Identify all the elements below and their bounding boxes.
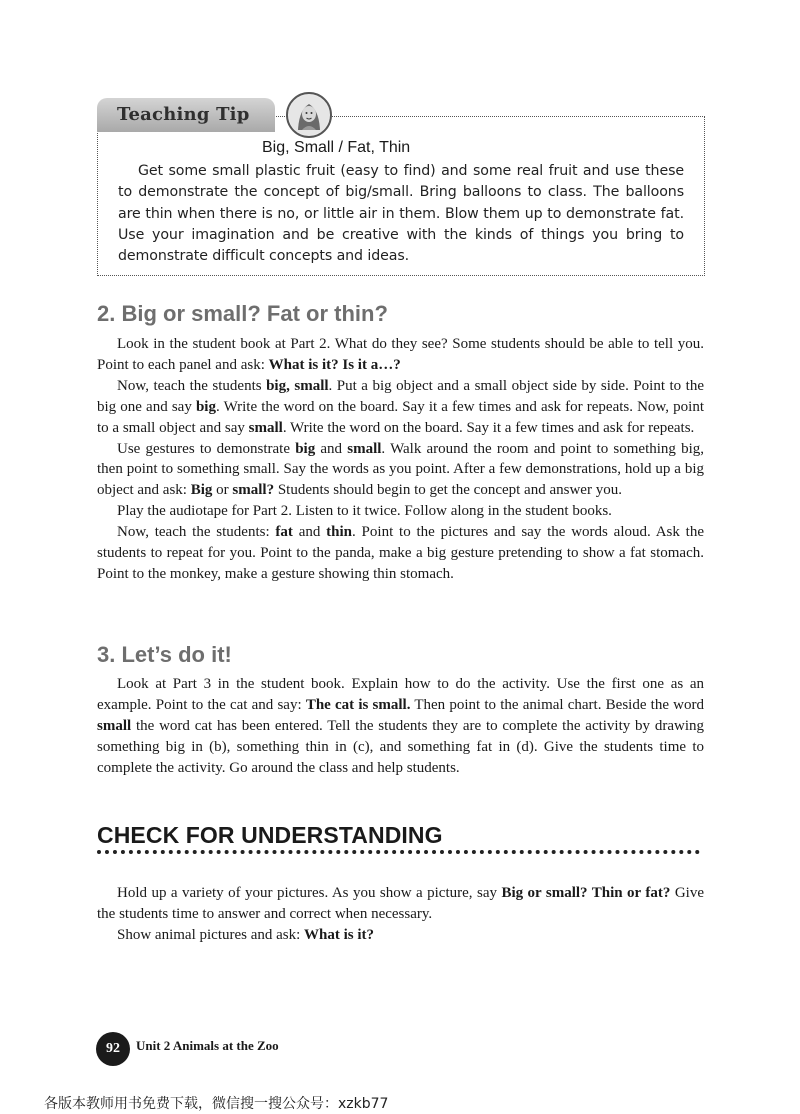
paragraph: Hold up a variety of your pictures. As you show a picture, say Big or small? Thin or fat? Give the students time to answer and correct when necessary. (97, 885, 704, 922)
watermark-text: 各版本教师用书免费下载，微信搜一搜公众号：xzkb77 (44, 1096, 389, 1112)
unit-label: Unit 2 Animals at the Zoo (136, 1038, 279, 1053)
teaching-tip-body: Get some small plastic fruit (easy to find) and some real fruit and use these to demonstrate the concept of big/small. Bring balloons to class. The balloons are thin when there is no, or little air in them. Blow them up to demonstrate fat. Use your imagination and be creative with the kinds of things you bring to demonstrate difficult concepts and ideas. (118, 163, 684, 265)
section-2-body (97, 334, 704, 585)
paragraph: Now, teach the students big, small. Put a big object and a small object side by side. Point to the big one and say big. Write the word on the board. Say it a few times and ask for repeats. Now, point to a small object and say small. Write the word on the board. Say it a few times and ask for repeats. (97, 377, 704, 436)
paragraph: Now, teach the students: fat and thin. Point to the pictures and say the words aloud. Ask the students to repeat for you. Point to the panda, make a big gesture pretending to show a fat stomach. Point to the monkey, make a gesture showing thin stomach. (97, 524, 704, 582)
teaching-tip-title: Big, Small / Fat, Thin (262, 139, 411, 156)
check-heading: CHECK FOR UNDERSTANDING (97, 822, 443, 848)
dotted-divider (97, 846, 700, 854)
paragraph: Show animal pictures and ask: What is it? (117, 926, 375, 943)
section-3-body (97, 674, 704, 779)
page-number: 92 (96, 1032, 130, 1066)
paragraph: Play the audiotape for Part 2. Listen to it twice. Follow along in the student books. (117, 503, 612, 520)
teacher-avatar-icon (286, 92, 332, 138)
paragraph: Use gestures to demonstrate big and small. Walk around the room and point to something big, then point to something small. Say the words as you point. After a few demonstrations, hold up a big object and ask: Big or small? Students should begin to get the concept and answer you. (97, 440, 704, 499)
section-2-heading: 2. Big or small? Fat or thin? (97, 301, 388, 326)
teaching-tip-tab: Teaching Tip (97, 98, 275, 132)
paragraph: Look in the student book at Part 2. What do they see? Some students should be able to tell you. Point to each panel and ask: What is it? Is it a…? (97, 336, 704, 373)
section-3-heading: 3. Let’s do it! (97, 642, 232, 667)
paragraph: Look at Part 3 in the student book. Explain how to do the activity. Use the first one as an example. Point to the cat and say: The cat is small. Then point to the animal chart. Beside the word small the word cat has been entered. Tell the students they are to complete the activity by drawing something big in (b), something thin in (c), and something fat in (d). Give the students time to complete the activity. Go around the class and help students. (97, 676, 704, 776)
check-body (97, 883, 704, 946)
